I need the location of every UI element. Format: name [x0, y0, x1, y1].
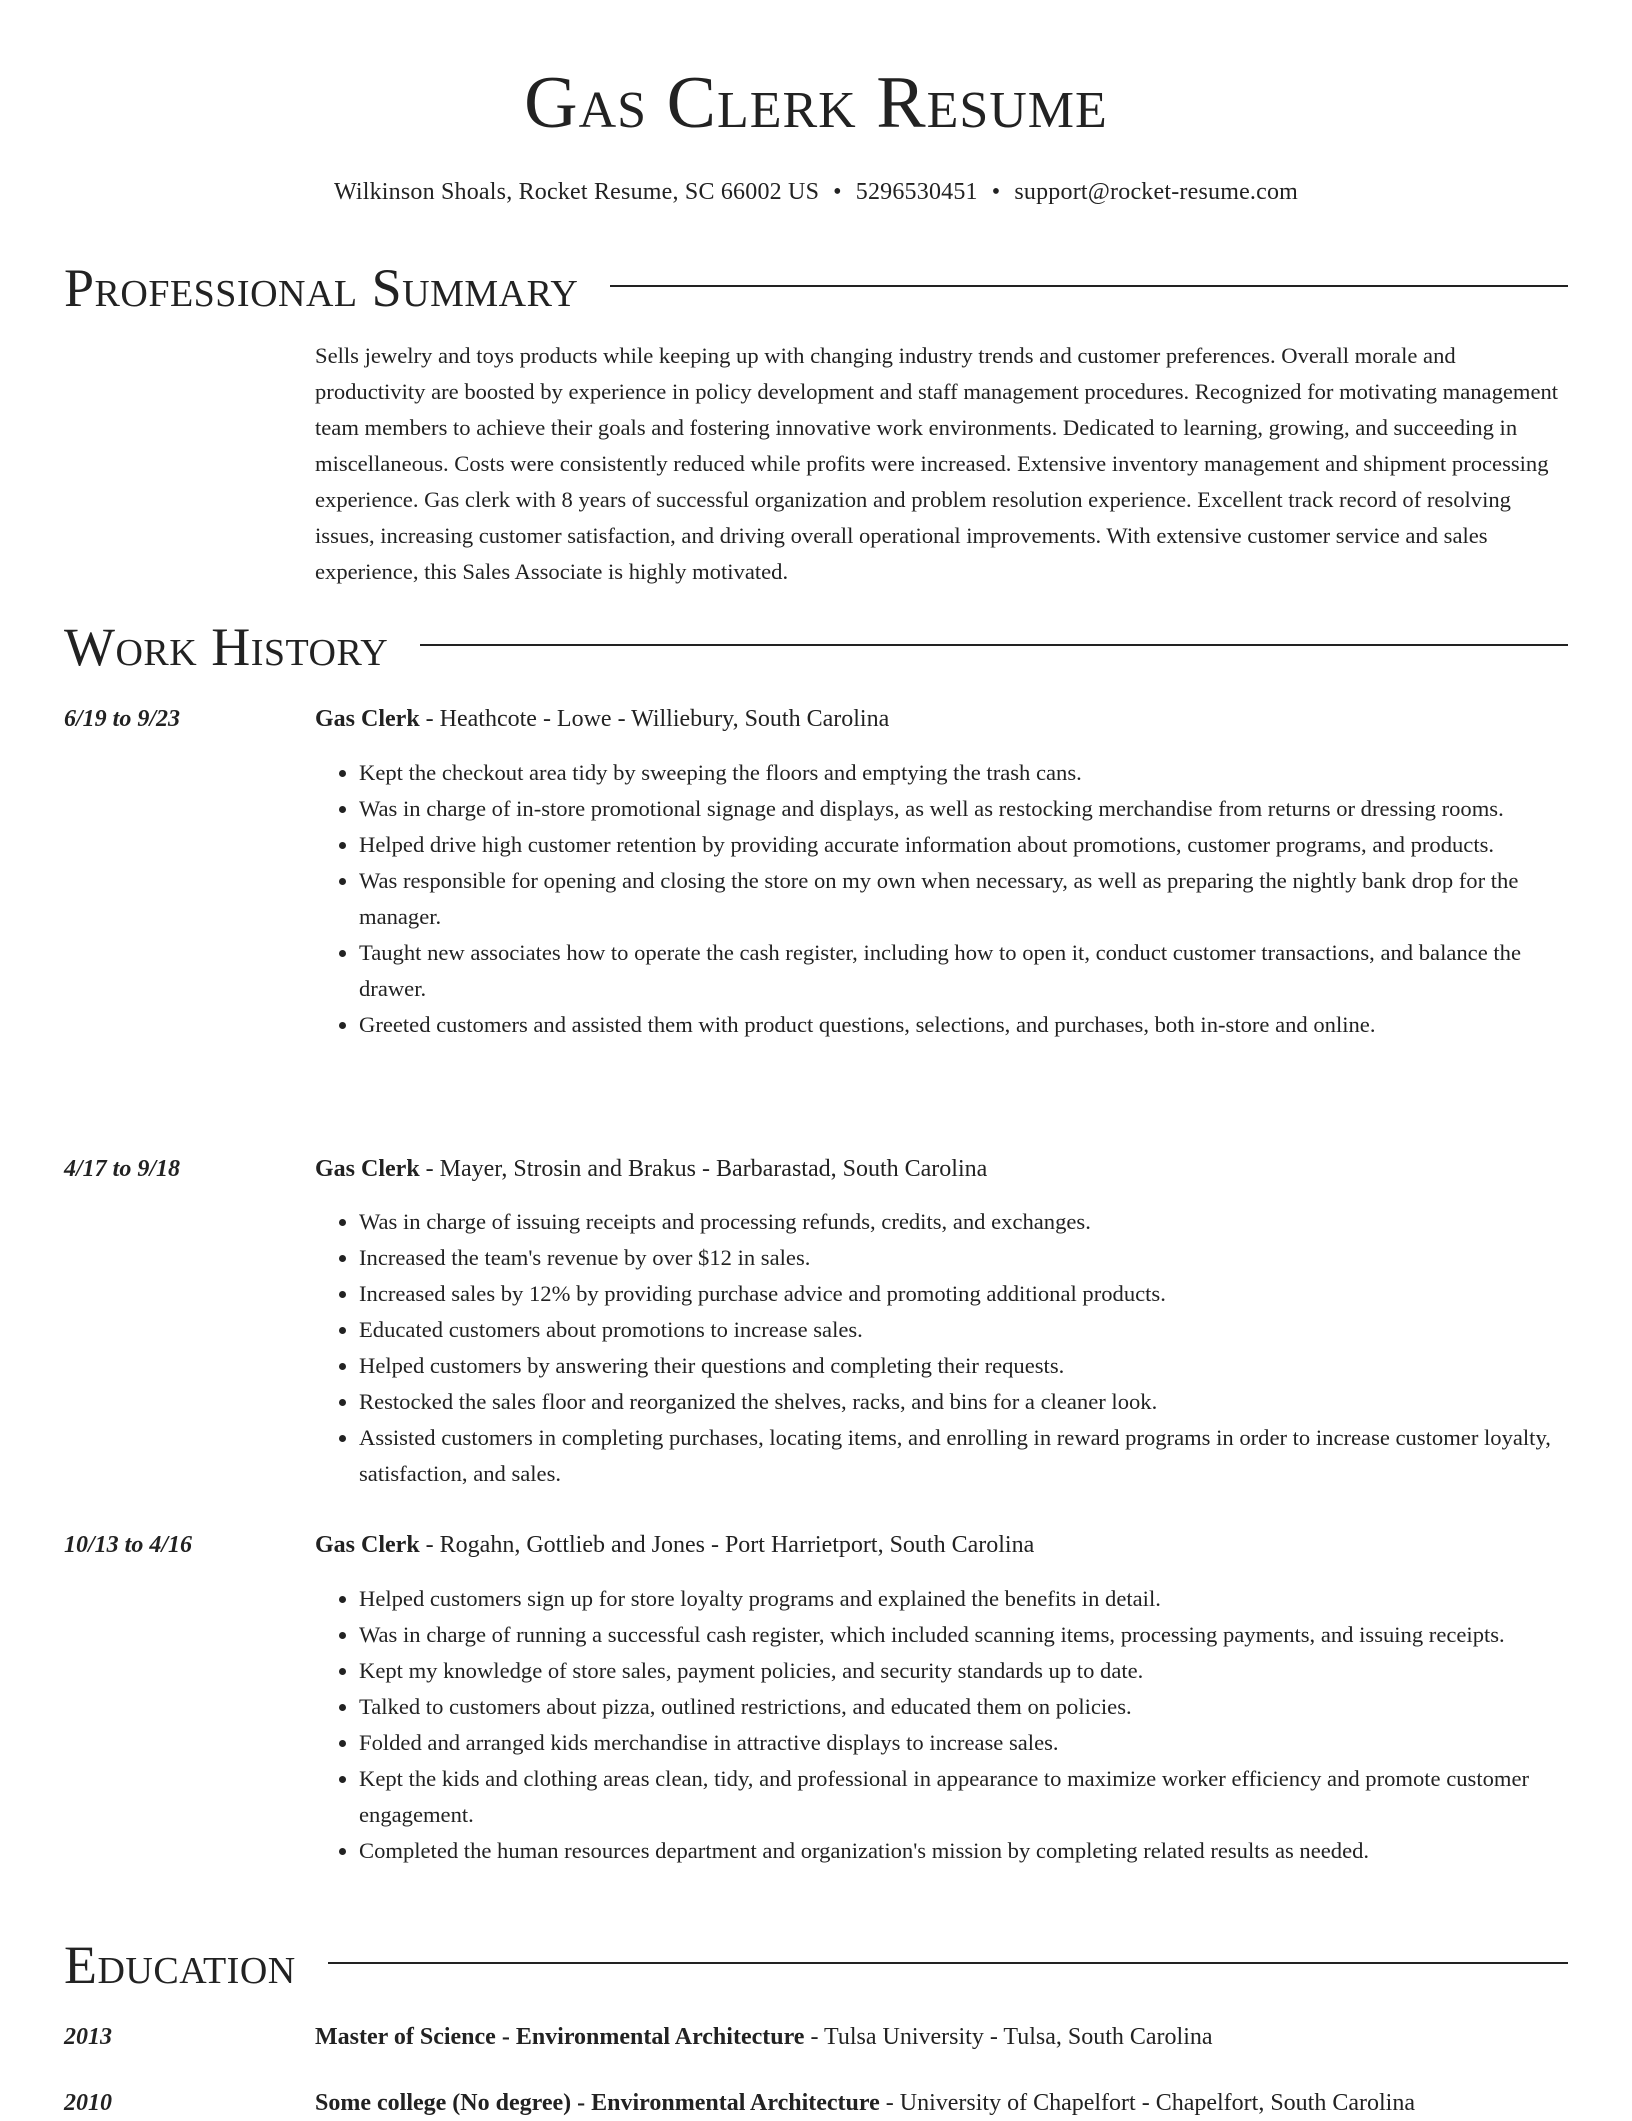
- job-duties-list: [315, 1204, 1568, 1492]
- job-duties-list: [315, 1581, 1568, 1869]
- list-item: • Taught new associates how to operate the cash register, including how to open it, conduct customer transactions, and balance the drawer.: [359, 935, 1568, 1007]
- work-section-heading: [64, 617, 1568, 677]
- contact-phone: 5296530451: [855, 179, 978, 205]
- list-item: • Helped customers by answering their questions and completing their requests.: [359, 1348, 1568, 1384]
- contact-email[interactable]: support@rocket-resume.com: [1014, 179, 1299, 205]
- list-item: • Folded and arranged kids merchandise in attractive displays to increase sales.: [359, 1725, 1568, 1761]
- resume-title: Gas Clerk Resume: [524, 62, 1108, 144]
- list-item: • Kept the kids and clothing areas clean, tidy, and professional in appearance to maximize worker efficiency and promote customer engagement.: [359, 1761, 1568, 1833]
- contact-line: [0, 176, 1632, 208]
- education-heading-line: [315, 2085, 1568, 2121]
- job-dates: 10/13 to 4/16: [64, 1532, 193, 1558]
- job-heading: [315, 1527, 1568, 1563]
- education-heading-line: [315, 2019, 1568, 2055]
- list-item: • Increased the team's revenue by over $12 in sales.: [359, 1240, 1568, 1276]
- job-title: Gas Clerk: [315, 1156, 420, 1182]
- list-item: • Helped customers sign up for store loyalty programs and explained the benefits in detail.: [359, 1581, 1568, 1617]
- education-degree: Master of Science - Environmental Architecture: [315, 2024, 805, 2050]
- education-school-location: - University of Chapelfort - Chapelfort, South Carolina: [879, 2090, 1415, 2116]
- work-heading: Work History: [64, 617, 389, 677]
- list-item: • Was in charge of running a successful cash register, which included scanning items, processing payments, and issuing receipts.: [359, 1617, 1568, 1653]
- list-item: • Greeted customers and assisted them with product questions, selections, and purchases, both in-store and online.: [359, 1007, 1568, 1043]
- section-divider: [328, 1962, 1568, 1964]
- list-item: • Restocked the sales floor and reorganized the shelves, racks, and bins for a cleaner look.: [359, 1384, 1568, 1420]
- education-heading: Education: [64, 1935, 296, 1995]
- job-dates: 4/17 to 9/18: [64, 1156, 181, 1182]
- summary-text: Sells jewelry and toys products while keeping up with changing industry trends and customer preferences. Overall morale and productivity are boosted by experience in policy development and staff management procedures. Recognized for motivating management team members to achieve their goals and fostering innovative work environments. Dedicated to learning, growing, and succeeding in miscellaneous. Costs were consistently reduced while profits were increased. Extensive inventory management and shipment processing experience. Gas clerk with 8 years of successful organization and problem resolution experience. Excellent track record of resolving issues, increasing customer satisfaction, and driving overall operational improvements. With extensive customer service and sales experience, this Sales Associate is highly motivated.: [315, 343, 1559, 584]
- list-item: • Was in charge of in-store promotional signage and displays, as well as restocking merchandise from returns or dressing rooms.: [359, 791, 1568, 827]
- list-item: • Was responsible for opening and closing the store on my own when necessary, as well as preparing the nightly bank drop for the manager.: [359, 863, 1568, 935]
- education-degree: Some college (No degree) - Environmental Architecture: [315, 2090, 880, 2116]
- list-item: • Assisted customers in completing purchases, locating items, and enrolling in reward programs in order to increase customer loyalty, satisfaction, and sales.: [359, 1420, 1568, 1492]
- education-year: 2010: [64, 2090, 112, 2116]
- job-employer-location: - Rogahn, Gottlieb and Jones - Port Harrietport, South Carolina: [419, 1532, 1035, 1558]
- contact-address: Wilkinson Shoals, Rocket Resume, SC 66002 US: [333, 179, 820, 205]
- education-section-heading: [64, 1935, 1568, 1995]
- section-divider: [610, 285, 1568, 287]
- list-item: • Was in charge of issuing receipts and processing refunds, credits, and exchanges.: [359, 1204, 1568, 1240]
- education-school-location: - Tulsa University - Tulsa, South Carolina: [804, 2024, 1213, 2050]
- job-heading: [315, 701, 1568, 737]
- education-year: 2013: [64, 2024, 112, 2050]
- job-title: Gas Clerk: [315, 1532, 420, 1558]
- list-item: • Kept the checkout area tidy by sweeping the floors and emptying the trash cans.: [359, 755, 1568, 791]
- list-item: • Talked to customers about pizza, outlined restrictions, and educated them on policies.: [359, 1689, 1568, 1725]
- job-employer-location: - Mayer, Strosin and Brakus - Barbarastad, South Carolina: [419, 1156, 988, 1182]
- contact-separator: •: [833, 179, 842, 205]
- list-item: • Kept my knowledge of store sales, payment policies, and security standards up to date.: [359, 1653, 1568, 1689]
- contact-separator: •: [991, 179, 1001, 205]
- job-dates: 6/19 to 9/23: [64, 706, 181, 732]
- list-item: • Educated customers about promotions to increase sales.: [359, 1312, 1568, 1348]
- job-duties-list: [315, 755, 1568, 1043]
- list-item: • Increased sales by 12% by providing purchase advice and promoting additional products.: [359, 1276, 1568, 1312]
- section-divider: [420, 644, 1568, 646]
- summary-section-heading: [64, 258, 1568, 318]
- summary-heading: Professional Summary: [64, 258, 579, 318]
- list-item: • Completed the human resources department and organization's mission by completing related results as needed.: [359, 1833, 1568, 1869]
- job-title: Gas Clerk: [315, 706, 420, 732]
- job-employer-location: - Heathcote - Lowe - Williebury, South Carolina: [419, 706, 890, 732]
- job-heading: [315, 1151, 1568, 1187]
- list-item: • Helped drive high customer retention by providing accurate information about promotions, customer programs, and products.: [359, 827, 1568, 863]
